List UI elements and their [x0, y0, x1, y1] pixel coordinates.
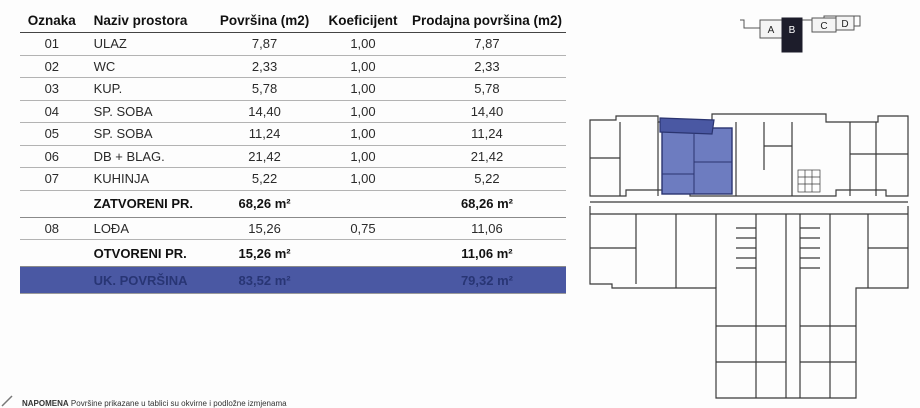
- total-coefficient-empty: [318, 240, 408, 267]
- grand-total-row: [20, 267, 566, 294]
- room-coefficient: 1,00: [318, 55, 408, 78]
- room-area: 21,42: [211, 145, 318, 168]
- floor-plan: [586, 98, 912, 404]
- grand-code-empty: [20, 267, 84, 294]
- selected-apartment: [660, 118, 732, 194]
- room-code: 04: [20, 100, 84, 123]
- total-label: OTVORENI PR.: [84, 240, 212, 267]
- room-code: 05: [20, 123, 84, 146]
- footnote: [22, 399, 482, 408]
- header-coefficient: Koeficijent: [318, 8, 408, 33]
- table-row: [20, 33, 566, 56]
- room-name: KUP.: [84, 78, 212, 101]
- grand-total-area: 83,52 m²: [211, 267, 318, 294]
- footnote-label: NAPOMENA: [22, 399, 69, 408]
- corner-mark-icon: [0, 390, 14, 408]
- room-code: 07: [20, 168, 84, 191]
- total-coefficient-empty: [318, 190, 408, 217]
- total-sale-area: 68,26 m²: [408, 190, 566, 217]
- room-area: 11,24: [211, 123, 318, 146]
- room-sale-area: 21,42: [408, 145, 566, 168]
- table-row: [20, 168, 566, 191]
- table-header-row: [20, 8, 566, 33]
- header-code: Oznaka: [20, 8, 84, 33]
- room-sale-area: 5,78: [408, 78, 566, 101]
- grand-coefficient-empty: [318, 267, 408, 294]
- room-code: 06: [20, 145, 84, 168]
- room-name: ULAZ: [84, 33, 212, 56]
- room-sale-area: 11,06: [408, 217, 566, 240]
- room-code: 08: [20, 217, 84, 240]
- room-sale-area: 2,33: [408, 55, 566, 78]
- room-coefficient: 0,75: [318, 217, 408, 240]
- key-label-b: B: [788, 25, 796, 36]
- table-row: [20, 123, 566, 146]
- total-area: 68,26 m²: [211, 190, 318, 217]
- room-name: WC: [84, 55, 212, 78]
- key-label-c: C: [820, 21, 828, 32]
- key-label-d: D: [841, 19, 849, 30]
- room-code: 02: [20, 55, 84, 78]
- room-code: 01: [20, 33, 84, 56]
- building-key: [738, 14, 862, 54]
- table-row: [20, 55, 566, 78]
- room-coefficient: 1,00: [318, 123, 408, 146]
- table-row: [20, 100, 566, 123]
- room-area: 2,33: [211, 55, 318, 78]
- room-name: SP. SOBA: [84, 123, 212, 146]
- room-coefficient: 1,00: [318, 78, 408, 101]
- header-sale-area: Prodajna površina (m2): [408, 8, 566, 33]
- room-name: KUHINJA: [84, 168, 212, 191]
- room-sale-area: 11,24: [408, 123, 566, 146]
- room-code: 03: [20, 78, 84, 101]
- grand-total-sale-area: 79,32 m²: [408, 267, 566, 294]
- room-area: 14,40: [211, 100, 318, 123]
- key-label-a: A: [767, 25, 775, 36]
- area-table: [20, 8, 566, 294]
- room-area: 7,87: [211, 33, 318, 56]
- room-name: DB + BLAG.: [84, 145, 212, 168]
- header-name: Naziv prostora: [84, 8, 212, 33]
- plan-outline: [590, 114, 908, 398]
- room-sale-area: 7,87: [408, 33, 566, 56]
- table-row: [20, 145, 566, 168]
- room-coefficient: 1,00: [318, 33, 408, 56]
- room-name: LOĐA: [84, 217, 212, 240]
- room-name: SP. SOBA: [84, 100, 212, 123]
- lift-shaft: [798, 170, 820, 192]
- footnote-text: Površine prikazane u tablici su okvirne i podložne izmjenama: [70, 399, 287, 408]
- total-code-empty: [20, 240, 84, 267]
- room-area: 5,22: [211, 168, 318, 191]
- room-area: 15,26: [211, 217, 318, 240]
- room-sale-area: 5,22: [408, 168, 566, 191]
- room-sale-area: 14,40: [408, 100, 566, 123]
- closed-total-row: [20, 190, 566, 217]
- total-label: ZATVORENI PR.: [84, 190, 212, 217]
- total-area: 15,26 m²: [211, 240, 318, 267]
- grand-total-label: UK. POVRŠINA: [84, 267, 212, 294]
- header-area: Površina (m2): [211, 8, 318, 33]
- room-area: 5,78: [211, 78, 318, 101]
- table-row: [20, 78, 566, 101]
- room-coefficient: 1,00: [318, 168, 408, 191]
- total-sale-area: 11,06 m²: [408, 240, 566, 267]
- table-row: [20, 217, 566, 240]
- room-coefficient: 1,00: [318, 100, 408, 123]
- total-code-empty: [20, 190, 84, 217]
- open-total-row: [20, 240, 566, 267]
- room-coefficient: 1,00: [318, 145, 408, 168]
